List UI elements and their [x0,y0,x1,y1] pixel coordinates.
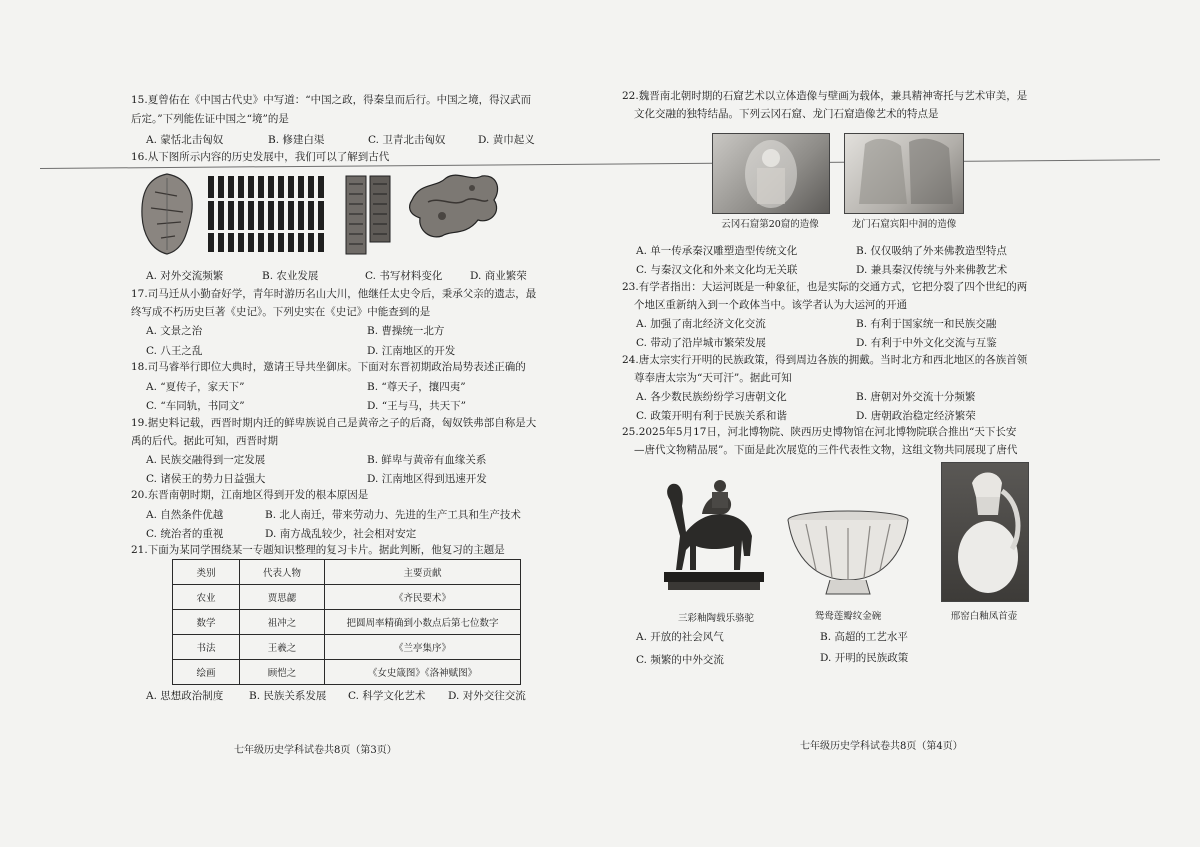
q19-line2: 禹的后代。据此可知，西晋时期 [131,435,278,447]
table-cell: 绘画 [173,660,240,685]
q21-option-b: B. 民族关系发展 [249,690,327,702]
q25-option-d: D. 开明的民族政策 [820,652,909,664]
q16-option-a: A. 对外交流频繁 [146,270,224,282]
q22-option-c: C. 与秦汉文化和外来文化均无关联 [636,264,798,276]
page-footer-right: 七年级历史学科试卷共8页（第4页） [800,741,963,752]
q20-option-a: A. 自然条件优越 [146,509,224,521]
q19-option-b: B. 鲜卑与黄帝有血缘关系 [367,454,487,466]
q23-option-a: A. 加强了南北经济文化交流 [636,318,766,330]
q17-option-d: D. 江南地区的开发 [367,345,456,357]
table-cell: 贾思勰 [240,585,325,610]
table-cell: 农业 [173,585,240,610]
q16-option-b: B. 农业发展 [262,270,319,282]
table-cell: 数学 [173,610,240,635]
q17-line1: 17.司马迁从小勤奋好学，青年时游历名山大川，他继任太史令后，秉承父亲的遗志，最 [131,288,537,300]
ewer-caption: 邢窑白釉凤首壶 [950,611,1018,622]
silk-manuscript-image [344,174,394,256]
table-row [173,585,521,610]
q20-option-b: B. 北人南迁，带来劳动力、先进的生产工具和生产技术 [265,509,521,521]
q15-line1: 15.夏曾佑在《中国古代史》中写道：“中国之政，得秦皇而后行。中国之境，得汉武而 [131,94,532,106]
q22-line1: 22.魏晋南北朝时期的石窟艺术以立体造像与壁画为载体，兼具精神寄托与艺术审美，是 [622,90,1028,102]
q17-option-c: C. 八王之乱 [146,345,203,357]
table-row [173,635,521,660]
q19-option-d: D. 江南地区得到迅速开发 [367,473,487,485]
q23-option-d: D. 有利于中外文化交流与互鉴 [856,337,997,349]
q15-option-d: D. 黄巾起义 [478,134,535,146]
q21-option-c: C. 科学文化艺术 [348,690,426,702]
tricolor-camel-image [660,470,766,602]
q15-option-a: A. 蒙恬北击匈奴 [146,134,224,146]
camel-caption: 三彩釉陶载乐骆驼 [677,613,754,624]
table-header-cell: 主要贡献 [325,560,521,585]
q15-line2: 后定。”下列能佐证中国之“境”的是 [131,113,289,125]
gold-bowl-image [786,510,910,596]
table-header-row [173,560,521,585]
page-footer-left: 七年级历史学科试卷共8页（第3页） [234,745,397,756]
q20-option-d: D. 南方战乱较少，社会相对安定 [265,528,417,540]
q16-option-d: D. 商业繁荣 [470,270,527,282]
q24-option-a: A. 各少数民族纷纷学习唐朝文化 [636,391,787,403]
q15-option-b: B. 修建白渠 [268,134,325,146]
q16-stem: 16.从下图所示内容的历史发展中，我们可以了解到古代 [131,151,390,163]
q18-option-d: D. “王与马，共天下” [367,400,466,412]
q18-option-a: A. “夏传子，家天下” [146,381,245,393]
q17-option-b: B. 曹操统一北方 [367,325,445,337]
q22-option-a: A. 单一传承秦汉雕塑造型传统文化 [636,245,798,257]
longmen-caption: 龙门石窟宾阳中洞的造像 [851,219,957,230]
q24-line2: 尊奉唐太宗为“天可汗”。据此可知 [634,372,792,384]
q19-option-a: A. 民族交融得到一定发展 [146,454,266,466]
q25-line1: 25.2025年5月17日，河北博物院、陕西历史博物馆在河北博物院联合推出“天下长安 [622,426,1017,438]
longmen-grotto-photo [844,133,964,214]
q18-option-b: B. “尊天子，攘四夷” [367,381,466,393]
q24-option-c: C. 政策开明有利于民族关系和谐 [636,410,787,422]
table-cell: 《兰亭集序》 [325,635,521,660]
q23-option-b: B. 有利于国家统一和民族交融 [856,318,997,330]
table-cell: 顾恺之 [240,660,325,685]
table-cell: 书法 [173,635,240,660]
table-row [173,660,521,685]
table-row [173,610,521,635]
q17-option-a: A. 文景之治 [146,325,203,337]
bamboo-slips-image [206,176,328,252]
review-card-table [172,559,521,685]
q24-option-b: B. 唐朝对外交流十分频繁 [856,391,976,403]
q20-option-c: C. 统治者的重视 [146,528,224,540]
right-page [600,0,1200,847]
table-cell: 祖冲之 [240,610,325,635]
q21-option-d: D. 对外交往交流 [448,690,526,702]
q24-line1: 24.唐太宗实行开明的民族政策，得到周边各族的拥戴。当时北方和西北地区的各族首领 [622,354,1028,366]
gold-bowl-caption: 鸳鸯莲瓣纹金碗 [814,611,882,622]
q25-line2: —唐代文物精品展”。下面是此次展览的三件代表性文物，这组文物共同展现了唐代 [634,444,1018,456]
q17-line2: 终写成不朽历史巨著《史记》。下列史实在《史记》中能查到的是 [131,306,431,318]
q25-option-c: C. 频繁的中外交流 [636,654,724,666]
table-header-cell: 代表人物 [240,560,325,585]
yungang-grotto-photo [712,133,830,214]
q23-option-c: C. 带动了沿岸城市繁荣发展 [636,337,766,349]
q23-line2: 个地区重新纳入到一个政体当中。该学者认为大运河的开通 [634,299,907,311]
q18-stem: 18.司马睿举行即位大典时，邀请王导共坐御床。下面对东晋初期政治局势表述正确的 [131,361,526,373]
q19-line1: 19.据史料记载，西晋时期内迁的鲜卑族说自己是黄帝之子的后裔，匈奴铁弗部自称是大 [131,417,537,429]
table-cell: 把圆周率精确到小数点后第七位数字 [325,610,521,635]
q18-option-c: C. “车同轨，书同文” [146,400,245,412]
q15-option-c: C. 卫青北击匈奴 [368,134,446,146]
q25-option-b: B. 高超的工艺水平 [820,631,908,643]
table-cell: 《女史箴图》《洛神赋图》 [325,660,521,685]
oracle-bone-image [137,172,197,256]
q23-line1: 23.有学者指出：大运河既是一种象征，也是实际的交通方式，它把分裂了四个世纪的两 [622,281,1028,293]
q22-option-b: B. 仅仅吸纳了外来佛教造型特点 [856,245,1007,257]
table-cell: 王羲之 [240,635,325,660]
q22-line2: 文化交融的独特结晶。下列云冈石窟、龙门石窟造像艺术的特点是 [634,108,939,120]
table-cell: 《齐民要术》 [325,585,521,610]
q16-option-c: C. 书写材料变化 [365,270,443,282]
yungang-caption: 云冈石窟第20窟的造像 [721,219,819,230]
paper-fragment-image [406,170,504,242]
q25-option-a: A. 开放的社会风气 [636,631,724,643]
q21-option-a: A. 思想政治制度 [146,690,224,702]
q21-stem: 21.下面为某同学围绕某一专题知识整理的复习卡片。据此判断，他复习的主题是 [131,544,505,556]
table-header-cell: 类别 [173,560,240,585]
q24-option-d: D. 唐朝政治稳定经济繁荣 [856,410,976,422]
phoenix-ewer-image [941,462,1029,602]
q19-option-c: C. 诸侯王的势力日益强大 [146,473,266,485]
q20-stem: 20.东晋南朝时期，江南地区得到开发的根本原因是 [131,489,369,501]
q22-option-d: D. 兼具秦汉传统与外来佛教艺术 [856,264,1008,276]
